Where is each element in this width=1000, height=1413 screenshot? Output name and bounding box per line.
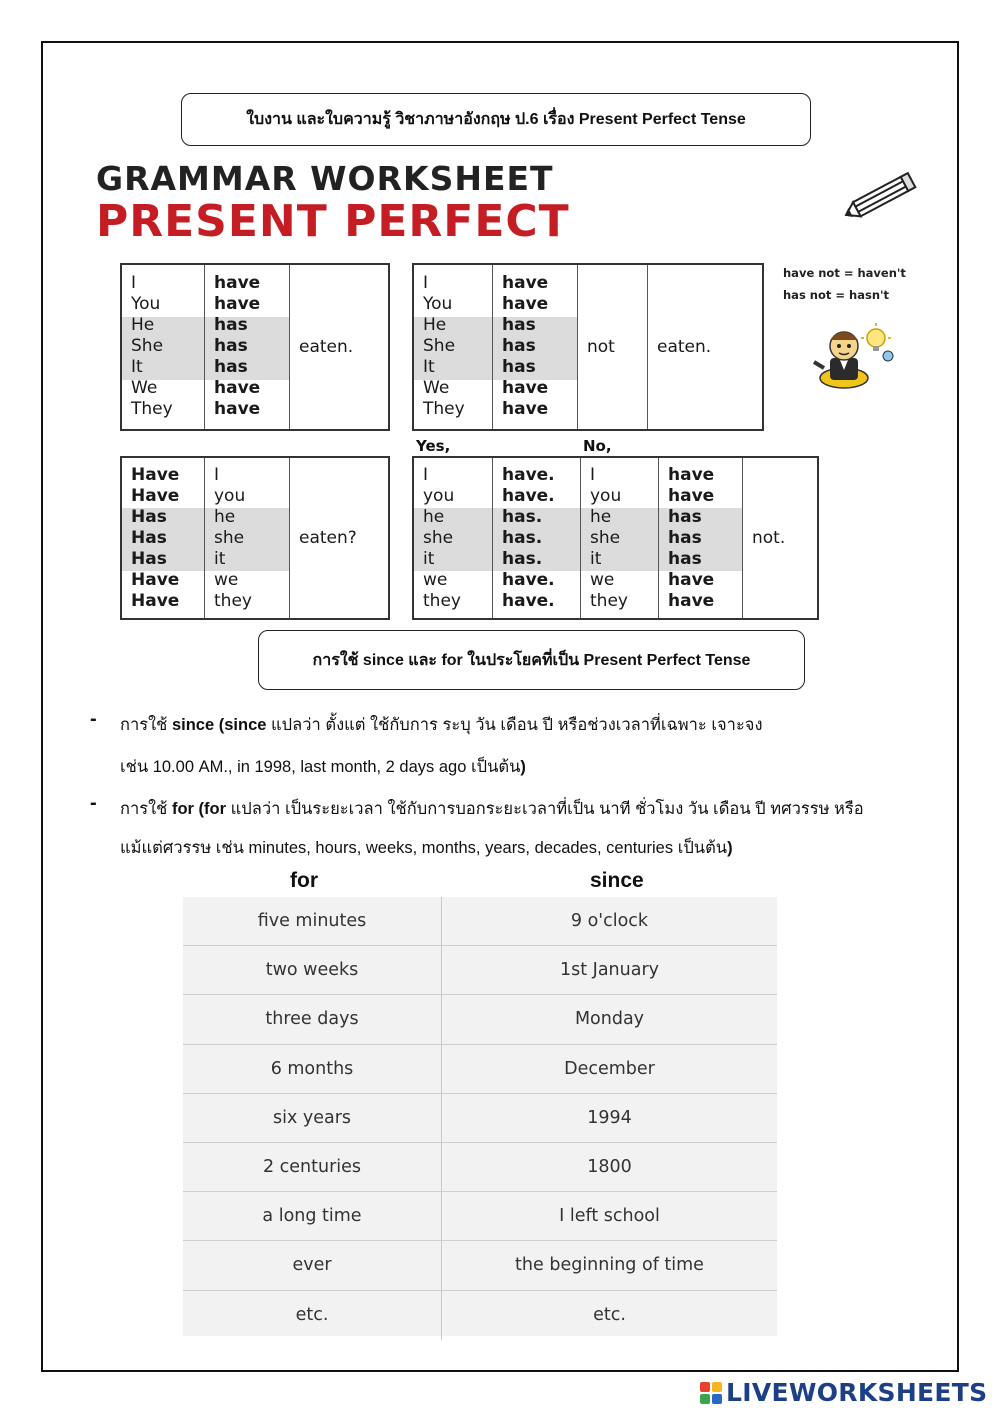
subject-cell: I (590, 465, 596, 485)
bullet-dash: - (90, 792, 97, 814)
note-has-not: has not = hasn't (783, 288, 890, 302)
table-row (183, 897, 777, 946)
participle-cell: eaten. (647, 265, 762, 429)
subject-cell: you (423, 486, 455, 506)
since-cell: the beginning of time (515, 1255, 704, 1276)
grammar-heading (96, 160, 570, 246)
subject-cell: he (423, 507, 445, 527)
subject-cell: they (590, 591, 628, 611)
verb-cell: have (502, 378, 549, 398)
for-intro: การใช้ (120, 800, 172, 818)
liveworksheets-brand[interactable] (700, 1378, 987, 1407)
since-cell: December (564, 1058, 655, 1079)
worksheet-title: ใบงาน และใบความรู้ วิชาภาษาอังกฤษ ป.6 เรื่อง Present Perfect Tense (246, 111, 746, 128)
subject-column (122, 265, 204, 429)
for-since-table (183, 897, 777, 1336)
heading-line-1: GRAMMAR WORKSHEET (96, 159, 554, 198)
subject-cell: I (214, 465, 220, 485)
verb-cell: have (668, 465, 715, 485)
verb-column (204, 265, 289, 429)
subject-cell: He (131, 315, 155, 335)
subject-cell: they (423, 591, 461, 611)
subject-cell: We (131, 378, 158, 398)
auxiliary-cell: Have (131, 465, 180, 485)
subject-cell: it (423, 549, 435, 569)
worksheet-title-box (181, 93, 811, 146)
subject-cell: I (131, 273, 137, 293)
verb-cell: have (668, 591, 715, 611)
since-cell: 1st January (559, 960, 660, 981)
subject-cell: You (423, 294, 453, 314)
auxiliary-cell: Have (131, 591, 180, 611)
logo-tile (700, 1382, 710, 1392)
not-cell: not (577, 265, 647, 429)
verb-cell: have (668, 570, 715, 590)
question-table (120, 456, 390, 620)
subject-cell: They (131, 399, 173, 419)
note-have-not: have not = haven't (783, 266, 906, 280)
verb-cell: have (214, 294, 261, 314)
verb-cell: have (214, 399, 261, 419)
subject-cell: She (131, 336, 164, 356)
subject-cell: We (423, 378, 450, 398)
short-answers-table (412, 456, 819, 620)
since-line-1 (120, 712, 763, 738)
subject-cell: they (214, 591, 252, 611)
since-cell: etc. (593, 1305, 626, 1326)
subject-cell: He (423, 315, 447, 335)
pencil-icon (840, 170, 924, 224)
auxiliary-cell: Has (131, 549, 167, 569)
verb-cell: have. (502, 465, 555, 485)
since-examples: เช่น 10.00 AM., in 1998, last month, 2 days ago เป็นต้น (120, 758, 521, 776)
for-cell: etc. (183, 1291, 442, 1340)
subject-cell: They (423, 399, 465, 419)
for-cell: five minutes (183, 897, 442, 945)
for-line-2 (120, 835, 733, 861)
since-cell: Monday (574, 1009, 645, 1030)
brand-name: LIVEWORKSHEETS (726, 1378, 988, 1407)
subject-cell: you (214, 486, 246, 506)
verb-cell: has. (502, 549, 543, 569)
since-line-2 (120, 754, 526, 780)
since-column-header: since (590, 869, 644, 892)
verb-cell: have (502, 294, 549, 314)
verb-cell: have. (502, 570, 555, 590)
verb-cell: has. (502, 507, 543, 527)
verb-cell: has (668, 528, 702, 548)
for-keyword: for (for (171, 800, 227, 818)
participle-cell: eaten. (289, 265, 388, 429)
for-cell: three days (183, 995, 442, 1043)
for-cell: a long time (183, 1192, 442, 1240)
no-subject-column (580, 458, 658, 618)
auxiliary-column (122, 458, 204, 618)
logo-tile (712, 1394, 722, 1404)
subject-cell: we (590, 570, 615, 590)
since-intro: การใช้ (120, 716, 172, 734)
for-close-paren: ) (727, 839, 733, 857)
for-cell: ever (183, 1241, 442, 1289)
for-cell: six years (183, 1094, 442, 1142)
liveworksheets-logo-icon (700, 1382, 722, 1404)
affirmative-table (120, 263, 390, 431)
since-cell: I left school (559, 1206, 660, 1227)
since-description: แปลว่า ตั้งแต่ ใช้กับการ ระบุ วัน เดือน ปี หรือช่วงเวลาที่เฉพาะ เจาะจง (266, 716, 763, 734)
auxiliary-cell: Have (131, 486, 180, 506)
no-label: No, (583, 437, 612, 455)
yes-label: Yes, (416, 437, 451, 455)
subject-cell: he (590, 507, 612, 527)
verb-cell: has (502, 336, 536, 356)
subject-cell: she (214, 528, 245, 548)
bullet-dash: - (90, 708, 97, 730)
verb-cell: has (502, 315, 536, 335)
verb-cell: has (214, 357, 248, 377)
usage-title-box (258, 630, 805, 690)
no-verb-column (658, 458, 742, 618)
verb-cell: have (502, 399, 549, 419)
subject-cell: she (423, 528, 454, 548)
yes-subject-column (414, 458, 492, 618)
subject-cell: he (214, 507, 236, 527)
subject-cell: it (590, 549, 602, 569)
auxiliary-cell: Has (131, 528, 167, 548)
heading-line-2: PRESENT PERFECT (96, 196, 570, 247)
subject-cell: you (590, 486, 622, 506)
subject-cell: I (423, 465, 429, 485)
since-cell: 1994 (587, 1107, 632, 1128)
logo-tile (712, 1382, 722, 1392)
subject-cell: It (423, 357, 435, 377)
verb-cell: have (214, 378, 261, 398)
thinking-figure-icon (802, 318, 898, 390)
subject-cell: She (423, 336, 456, 356)
verb-cell: has (214, 336, 248, 356)
yes-verb-column (492, 458, 580, 618)
verb-cell: has (668, 507, 702, 527)
table-row (183, 1045, 777, 1094)
verb-column (492, 265, 577, 429)
table-row (183, 995, 777, 1044)
since-keyword: since (since (171, 716, 267, 734)
since-close-paren: ) (520, 758, 526, 776)
subject-cell: It (131, 357, 143, 377)
table-row (183, 1241, 777, 1290)
for-cell: two weeks (183, 946, 442, 994)
table-row (183, 1143, 777, 1192)
for-examples: แม้แต่ศวรรษ เช่น minutes, hours, weeks, months, years, decades, centuries เป็นต้น (120, 839, 728, 857)
not-cell: not. (742, 458, 817, 618)
for-column-header: for (290, 869, 318, 892)
since-cell: 1800 (587, 1157, 632, 1178)
usage-title: การใช้ since และ for ในประโยคที่เป็น Present Perfect Tense (312, 651, 751, 669)
subject-cell: You (131, 294, 161, 314)
participle-cell: eaten? (289, 458, 388, 618)
since-cell: 9 o'clock (570, 911, 649, 932)
subject-column (204, 458, 289, 618)
for-description: แปลว่า เป็นระยะเวลา ใช้กับการบอกระยะเวลาที่เป็น นาที ชั่วโมง วัน เดือน ปี ทศวรรษ หรือ (226, 800, 864, 818)
table-row (183, 946, 777, 995)
for-line-1 (120, 796, 864, 822)
verb-cell: have. (502, 486, 555, 506)
auxiliary-cell: Has (131, 507, 167, 527)
negative-table (412, 263, 764, 431)
for-cell: 2 centuries (183, 1143, 442, 1191)
verb-cell: has (214, 315, 248, 335)
verb-cell: has. (502, 528, 543, 548)
verb-cell: has (668, 549, 702, 569)
verb-cell: have (502, 273, 549, 293)
table-row (183, 1192, 777, 1241)
verb-cell: have (668, 486, 715, 506)
subject-cell: she (590, 528, 621, 548)
subject-cell: we (423, 570, 448, 590)
verb-cell: have (214, 273, 261, 293)
subject-cell: it (214, 549, 226, 569)
logo-tile (700, 1394, 710, 1404)
subject-cell: I (423, 273, 429, 293)
verb-cell: have. (502, 591, 555, 611)
subject-cell: we (214, 570, 239, 590)
auxiliary-cell: Have (131, 570, 180, 590)
table-row (183, 1291, 777, 1340)
subject-column (414, 265, 492, 429)
verb-cell: has (502, 357, 536, 377)
for-cell: 6 months (183, 1045, 442, 1093)
table-row (183, 1094, 777, 1143)
